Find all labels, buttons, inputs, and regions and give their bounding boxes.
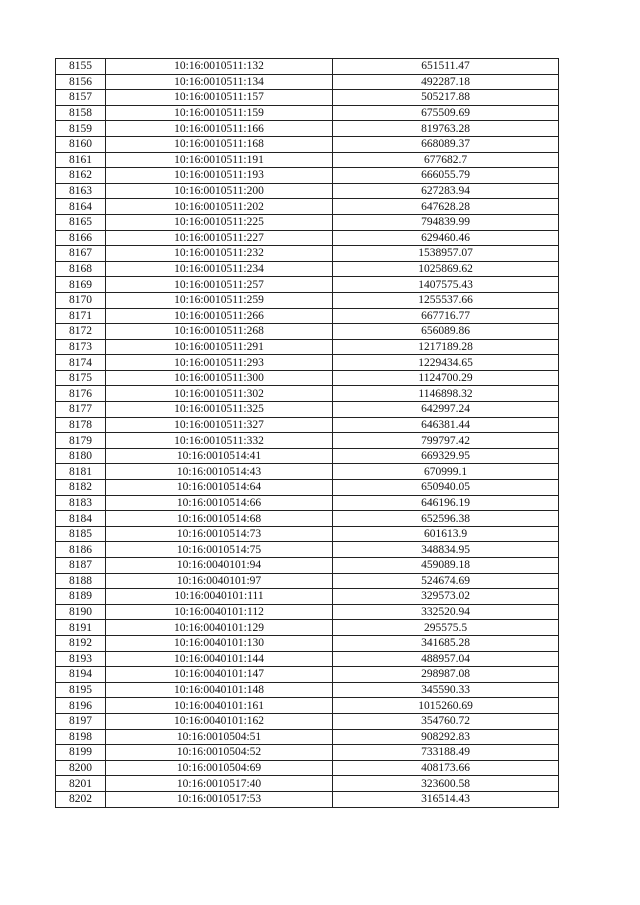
value-cell: 646196.19 <box>333 495 559 511</box>
row-number-cell: 8191 <box>56 620 106 636</box>
value-cell: 627283.94 <box>333 183 559 199</box>
row-number-cell: 8157 <box>56 90 106 106</box>
value-cell: 799797.42 <box>333 433 559 449</box>
value-cell: 408173.66 <box>333 760 559 776</box>
cadastral-number-cell: 10:16:0010511:225 <box>106 214 333 230</box>
row-number-cell: 8195 <box>56 682 106 698</box>
row-number-cell: 8168 <box>56 261 106 277</box>
cadastral-number-cell: 10:16:0040101:144 <box>106 651 333 667</box>
value-cell: 459089.18 <box>333 558 559 574</box>
table-row <box>56 168 559 184</box>
value-cell: 794839.99 <box>333 214 559 230</box>
table-row <box>56 776 559 792</box>
cadastral-number-cell: 10:16:0010511:300 <box>106 370 333 386</box>
cadastral-number-cell: 10:16:0010504:69 <box>106 760 333 776</box>
value-cell: 669329.95 <box>333 448 559 464</box>
table-row <box>56 542 559 558</box>
table-row <box>56 448 559 464</box>
value-cell: 1025869.62 <box>333 261 559 277</box>
cadastral-number-cell: 10:16:0010511:132 <box>106 59 333 75</box>
row-number-cell: 8155 <box>56 59 106 75</box>
table-row <box>56 464 559 480</box>
cadastral-number-cell: 10:16:0010511:159 <box>106 105 333 121</box>
table-row <box>56 573 559 589</box>
row-number-cell: 8186 <box>56 542 106 558</box>
table-row <box>56 121 559 137</box>
row-number-cell: 8193 <box>56 651 106 667</box>
cadastral-number-cell: 10:16:0010511:234 <box>106 261 333 277</box>
cadastral-number-cell: 10:16:0010511:302 <box>106 386 333 402</box>
value-cell: 1015260.69 <box>333 698 559 714</box>
row-number-cell: 8189 <box>56 589 106 605</box>
table-row <box>56 495 559 511</box>
cadastral-number-cell: 10:16:0010511:168 <box>106 136 333 152</box>
cadastral-number-cell: 10:16:0040101:147 <box>106 667 333 683</box>
table-row <box>56 682 559 698</box>
row-number-cell: 8165 <box>56 214 106 230</box>
cadastral-number-cell: 10:16:0010511:257 <box>106 277 333 293</box>
table-row <box>56 558 559 574</box>
table-row <box>56 511 559 527</box>
row-number-cell: 8162 <box>56 168 106 184</box>
cadastral-number-cell: 10:16:0010511:259 <box>106 292 333 308</box>
value-cell: 668089.37 <box>333 136 559 152</box>
table-row <box>56 308 559 324</box>
row-number-cell: 8178 <box>56 417 106 433</box>
value-cell: 651511.47 <box>333 59 559 75</box>
value-cell: 675509.69 <box>333 105 559 121</box>
cadastral-number-cell: 10:16:0010514:68 <box>106 511 333 527</box>
value-cell: 298987.08 <box>333 667 559 683</box>
cadastral-number-cell: 10:16:0040101:130 <box>106 635 333 651</box>
table-body <box>56 59 559 808</box>
row-number-cell: 8198 <box>56 729 106 745</box>
row-number-cell: 8202 <box>56 791 106 807</box>
table-row <box>56 745 559 761</box>
cadastral-number-cell: 10:16:0010511:202 <box>106 199 333 215</box>
table-row <box>56 105 559 121</box>
value-cell: 295575.5 <box>333 620 559 636</box>
row-number-cell: 8200 <box>56 760 106 776</box>
table-row <box>56 246 559 262</box>
row-number-cell: 8173 <box>56 339 106 355</box>
row-number-cell: 8185 <box>56 526 106 542</box>
table-row <box>56 261 559 277</box>
value-cell: 733188.49 <box>333 745 559 761</box>
table-row <box>56 433 559 449</box>
cadastral-number-cell: 10:16:0010511:191 <box>106 152 333 168</box>
value-cell: 908292.83 <box>333 729 559 745</box>
value-cell: 1538957.07 <box>333 246 559 262</box>
row-number-cell: 8199 <box>56 745 106 761</box>
data-table <box>55 58 559 808</box>
table-row <box>56 214 559 230</box>
row-number-cell: 8174 <box>56 355 106 371</box>
value-cell: 656089.86 <box>333 324 559 340</box>
cadastral-number-cell: 10:16:0010511:266 <box>106 308 333 324</box>
table-row <box>56 760 559 776</box>
cadastral-number-cell: 10:16:0010511:268 <box>106 324 333 340</box>
cadastral-number-cell: 10:16:0040101:97 <box>106 573 333 589</box>
cadastral-number-cell: 10:16:0010511:157 <box>106 90 333 106</box>
value-cell: 1217189.28 <box>333 339 559 355</box>
cadastral-number-cell: 10:16:0040101:148 <box>106 682 333 698</box>
row-number-cell: 8180 <box>56 448 106 464</box>
table-row <box>56 152 559 168</box>
cadastral-number-cell: 10:16:0040101:94 <box>106 558 333 574</box>
cadastral-number-cell: 10:16:0010517:53 <box>106 791 333 807</box>
row-number-cell: 8176 <box>56 386 106 402</box>
table-row <box>56 183 559 199</box>
value-cell: 492287.18 <box>333 74 559 90</box>
row-number-cell: 8181 <box>56 464 106 480</box>
row-number-cell: 8161 <box>56 152 106 168</box>
value-cell: 670999.1 <box>333 464 559 480</box>
cadastral-number-cell: 10:16:0040101:161 <box>106 698 333 714</box>
value-cell: 629460.46 <box>333 230 559 246</box>
value-cell: 332520.94 <box>333 604 559 620</box>
row-number-cell: 8170 <box>56 292 106 308</box>
value-cell: 1255537.66 <box>333 292 559 308</box>
value-cell: 323600.58 <box>333 776 559 792</box>
table-row <box>56 277 559 293</box>
cadastral-number-cell: 10:16:0010511:291 <box>106 339 333 355</box>
row-number-cell: 8184 <box>56 511 106 527</box>
cadastral-number-cell: 10:16:0010511:166 <box>106 121 333 137</box>
table-row <box>56 136 559 152</box>
table-row <box>56 59 559 75</box>
value-cell: 647628.28 <box>333 199 559 215</box>
table-row <box>56 402 559 418</box>
value-cell: 354760.72 <box>333 713 559 729</box>
row-number-cell: 8167 <box>56 246 106 262</box>
cadastral-number-cell: 10:16:0010511:200 <box>106 183 333 199</box>
value-cell: 316514.43 <box>333 791 559 807</box>
row-number-cell: 8172 <box>56 324 106 340</box>
table-row <box>56 651 559 667</box>
table-row <box>56 526 559 542</box>
cadastral-number-cell: 10:16:0010514:43 <box>106 464 333 480</box>
table-row <box>56 230 559 246</box>
table-row <box>56 370 559 386</box>
cadastral-number-cell: 10:16:0010511:325 <box>106 402 333 418</box>
table-row <box>56 292 559 308</box>
table-row <box>56 713 559 729</box>
row-number-cell: 8190 <box>56 604 106 620</box>
row-number-cell: 8169 <box>56 277 106 293</box>
table-row <box>56 635 559 651</box>
cadastral-number-cell: 10:16:0010504:51 <box>106 729 333 745</box>
table-row <box>56 417 559 433</box>
value-cell: 488957.04 <box>333 651 559 667</box>
value-cell: 652596.38 <box>333 511 559 527</box>
table-row <box>56 480 559 496</box>
cadastral-number-cell: 10:16:0010514:75 <box>106 542 333 558</box>
value-cell: 1407575.43 <box>333 277 559 293</box>
table-row <box>56 589 559 605</box>
cadastral-number-cell: 10:16:0040101:162 <box>106 713 333 729</box>
row-number-cell: 8171 <box>56 308 106 324</box>
value-cell: 341685.28 <box>333 635 559 651</box>
cadastral-number-cell: 10:16:0010517:40 <box>106 776 333 792</box>
cadastral-number-cell: 10:16:0010511:193 <box>106 168 333 184</box>
row-number-cell: 8179 <box>56 433 106 449</box>
row-number-cell: 8201 <box>56 776 106 792</box>
table-row <box>56 355 559 371</box>
row-number-cell: 8182 <box>56 480 106 496</box>
cadastral-number-cell: 10:16:0010514:73 <box>106 526 333 542</box>
cadastral-number-cell: 10:16:0010514:66 <box>106 495 333 511</box>
table-row <box>56 324 559 340</box>
cadastral-number-cell: 10:16:0010504:52 <box>106 745 333 761</box>
table-row <box>56 729 559 745</box>
value-cell: 1146898.32 <box>333 386 559 402</box>
table-row <box>56 199 559 215</box>
row-number-cell: 8196 <box>56 698 106 714</box>
row-number-cell: 8194 <box>56 667 106 683</box>
cadastral-number-cell: 10:16:0010514:64 <box>106 480 333 496</box>
cadastral-number-cell: 10:16:0010511:293 <box>106 355 333 371</box>
table-row <box>56 791 559 807</box>
row-number-cell: 8159 <box>56 121 106 137</box>
row-number-cell: 8175 <box>56 370 106 386</box>
table-row <box>56 667 559 683</box>
value-cell: 1124700.29 <box>333 370 559 386</box>
value-cell: 1229434.65 <box>333 355 559 371</box>
row-number-cell: 8183 <box>56 495 106 511</box>
cadastral-number-cell: 10:16:0010511:327 <box>106 417 333 433</box>
table-row <box>56 339 559 355</box>
value-cell: 601613.9 <box>333 526 559 542</box>
table-row <box>56 604 559 620</box>
table-row <box>56 698 559 714</box>
value-cell: 329573.02 <box>333 589 559 605</box>
row-number-cell: 8187 <box>56 558 106 574</box>
value-cell: 642997.24 <box>333 402 559 418</box>
cadastral-number-cell: 10:16:0010511:134 <box>106 74 333 90</box>
row-number-cell: 8177 <box>56 402 106 418</box>
value-cell: 666055.79 <box>333 168 559 184</box>
value-cell: 819763.28 <box>333 121 559 137</box>
value-cell: 677682.7 <box>333 152 559 168</box>
table-row <box>56 90 559 106</box>
row-number-cell: 8156 <box>56 74 106 90</box>
value-cell: 505217.88 <box>333 90 559 106</box>
value-cell: 345590.33 <box>333 682 559 698</box>
row-number-cell: 8192 <box>56 635 106 651</box>
value-cell: 650940.05 <box>333 480 559 496</box>
row-number-cell: 8197 <box>56 713 106 729</box>
cadastral-number-cell: 10:16:0040101:111 <box>106 589 333 605</box>
cadastral-number-cell: 10:16:0010514:41 <box>106 448 333 464</box>
cadastral-number-cell: 10:16:0010511:232 <box>106 246 333 262</box>
row-number-cell: 8163 <box>56 183 106 199</box>
row-number-cell: 8188 <box>56 573 106 589</box>
cadastral-number-cell: 10:16:0010511:227 <box>106 230 333 246</box>
row-number-cell: 8166 <box>56 230 106 246</box>
value-cell: 646381.44 <box>333 417 559 433</box>
row-number-cell: 8160 <box>56 136 106 152</box>
table-row <box>56 74 559 90</box>
cadastral-number-cell: 10:16:0040101:129 <box>106 620 333 636</box>
value-cell: 667716.77 <box>333 308 559 324</box>
value-cell: 524674.69 <box>333 573 559 589</box>
cadastral-number-cell: 10:16:0010511:332 <box>106 433 333 449</box>
row-number-cell: 8164 <box>56 199 106 215</box>
cadastral-number-cell: 10:16:0040101:112 <box>106 604 333 620</box>
table-row <box>56 386 559 402</box>
table-row <box>56 620 559 636</box>
row-number-cell: 8158 <box>56 105 106 121</box>
value-cell: 348834.95 <box>333 542 559 558</box>
